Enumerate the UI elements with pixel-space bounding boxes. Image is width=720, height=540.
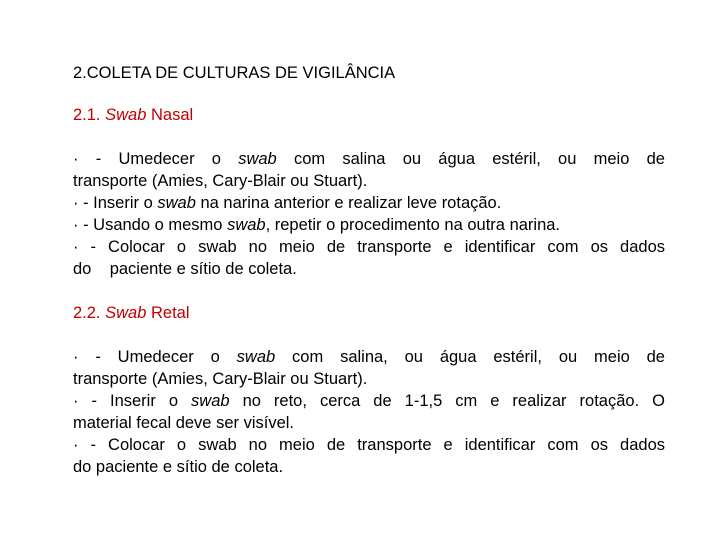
list-item-line (73, 148, 665, 170)
section-number: 2.2. (73, 304, 101, 322)
list-item-emphasis: swab (236, 348, 276, 366)
section-heading-italic: Swab (105, 106, 147, 124)
list-item-text: · - Usando o mesmo (73, 216, 228, 234)
list-item-line: · - Colocar o swab no meio de transporte e identificar com os dados (73, 436, 665, 454)
list-item-text: no reto, cerca de 1-1,5 cm e realizar rotação. O (229, 392, 665, 410)
list-item (73, 434, 665, 478)
list-item-line: transporte (Amies, Cary-Blair ou Stuart). (73, 370, 368, 388)
section-heading-text: Nasal (151, 106, 194, 124)
section-heading-nasal (73, 104, 665, 126)
list-item (73, 192, 665, 214)
section-heading-italic: Swab (105, 304, 147, 322)
list-item-line (73, 346, 665, 368)
list-item-text: na narina anterior e realizar leve rotação. (195, 194, 502, 212)
list-item-text: com salina, ou água estéril, ou meio de (275, 348, 665, 366)
section-heading-text: Retal (151, 304, 190, 322)
list-item (73, 346, 665, 390)
list-item-line: transporte (Amies, Cary-Blair ou Stuart). (73, 172, 368, 190)
nasal-steps-list (73, 148, 665, 280)
list-item-emphasis: swab (157, 194, 196, 212)
list-item-text: , repetir o procedimento na outra narina. (265, 216, 561, 234)
list-item-line: · - Colocar o swab no meio de transporte e identificar com os dados (73, 238, 665, 256)
list-item-line (73, 192, 665, 214)
list-item-text: com salina ou água estéril, ou meio de (276, 150, 665, 168)
list-item-line (73, 214, 665, 236)
list-item-text: · - Umedecer o (73, 348, 237, 366)
retal-steps-list (73, 346, 665, 478)
list-item-emphasis: swab (191, 392, 230, 410)
list-item-line: do paciente e sítio de coleta. (73, 458, 284, 476)
list-item-emphasis: swab (238, 150, 277, 168)
list-item-emphasis: swab (227, 216, 266, 234)
list-item-line (73, 390, 665, 412)
list-item-line: material fecal deve ser visível. (73, 414, 295, 432)
list-item (73, 236, 665, 280)
section-heading-retal (73, 302, 665, 324)
list-item-text: · - Inserir o (73, 194, 158, 212)
section-number: 2.1. (73, 106, 101, 124)
page-title: 2.COLETA DE CULTURAS DE VIGILÂNCIA (73, 64, 396, 82)
list-item-line: do paciente e sítio de coleta. (73, 260, 297, 278)
list-item-text: · - Umedecer o (73, 150, 239, 168)
list-item (73, 148, 665, 192)
list-item-text: · - Inserir o (73, 392, 192, 410)
list-item (73, 390, 665, 434)
list-item (73, 214, 665, 236)
document-body (73, 62, 665, 500)
